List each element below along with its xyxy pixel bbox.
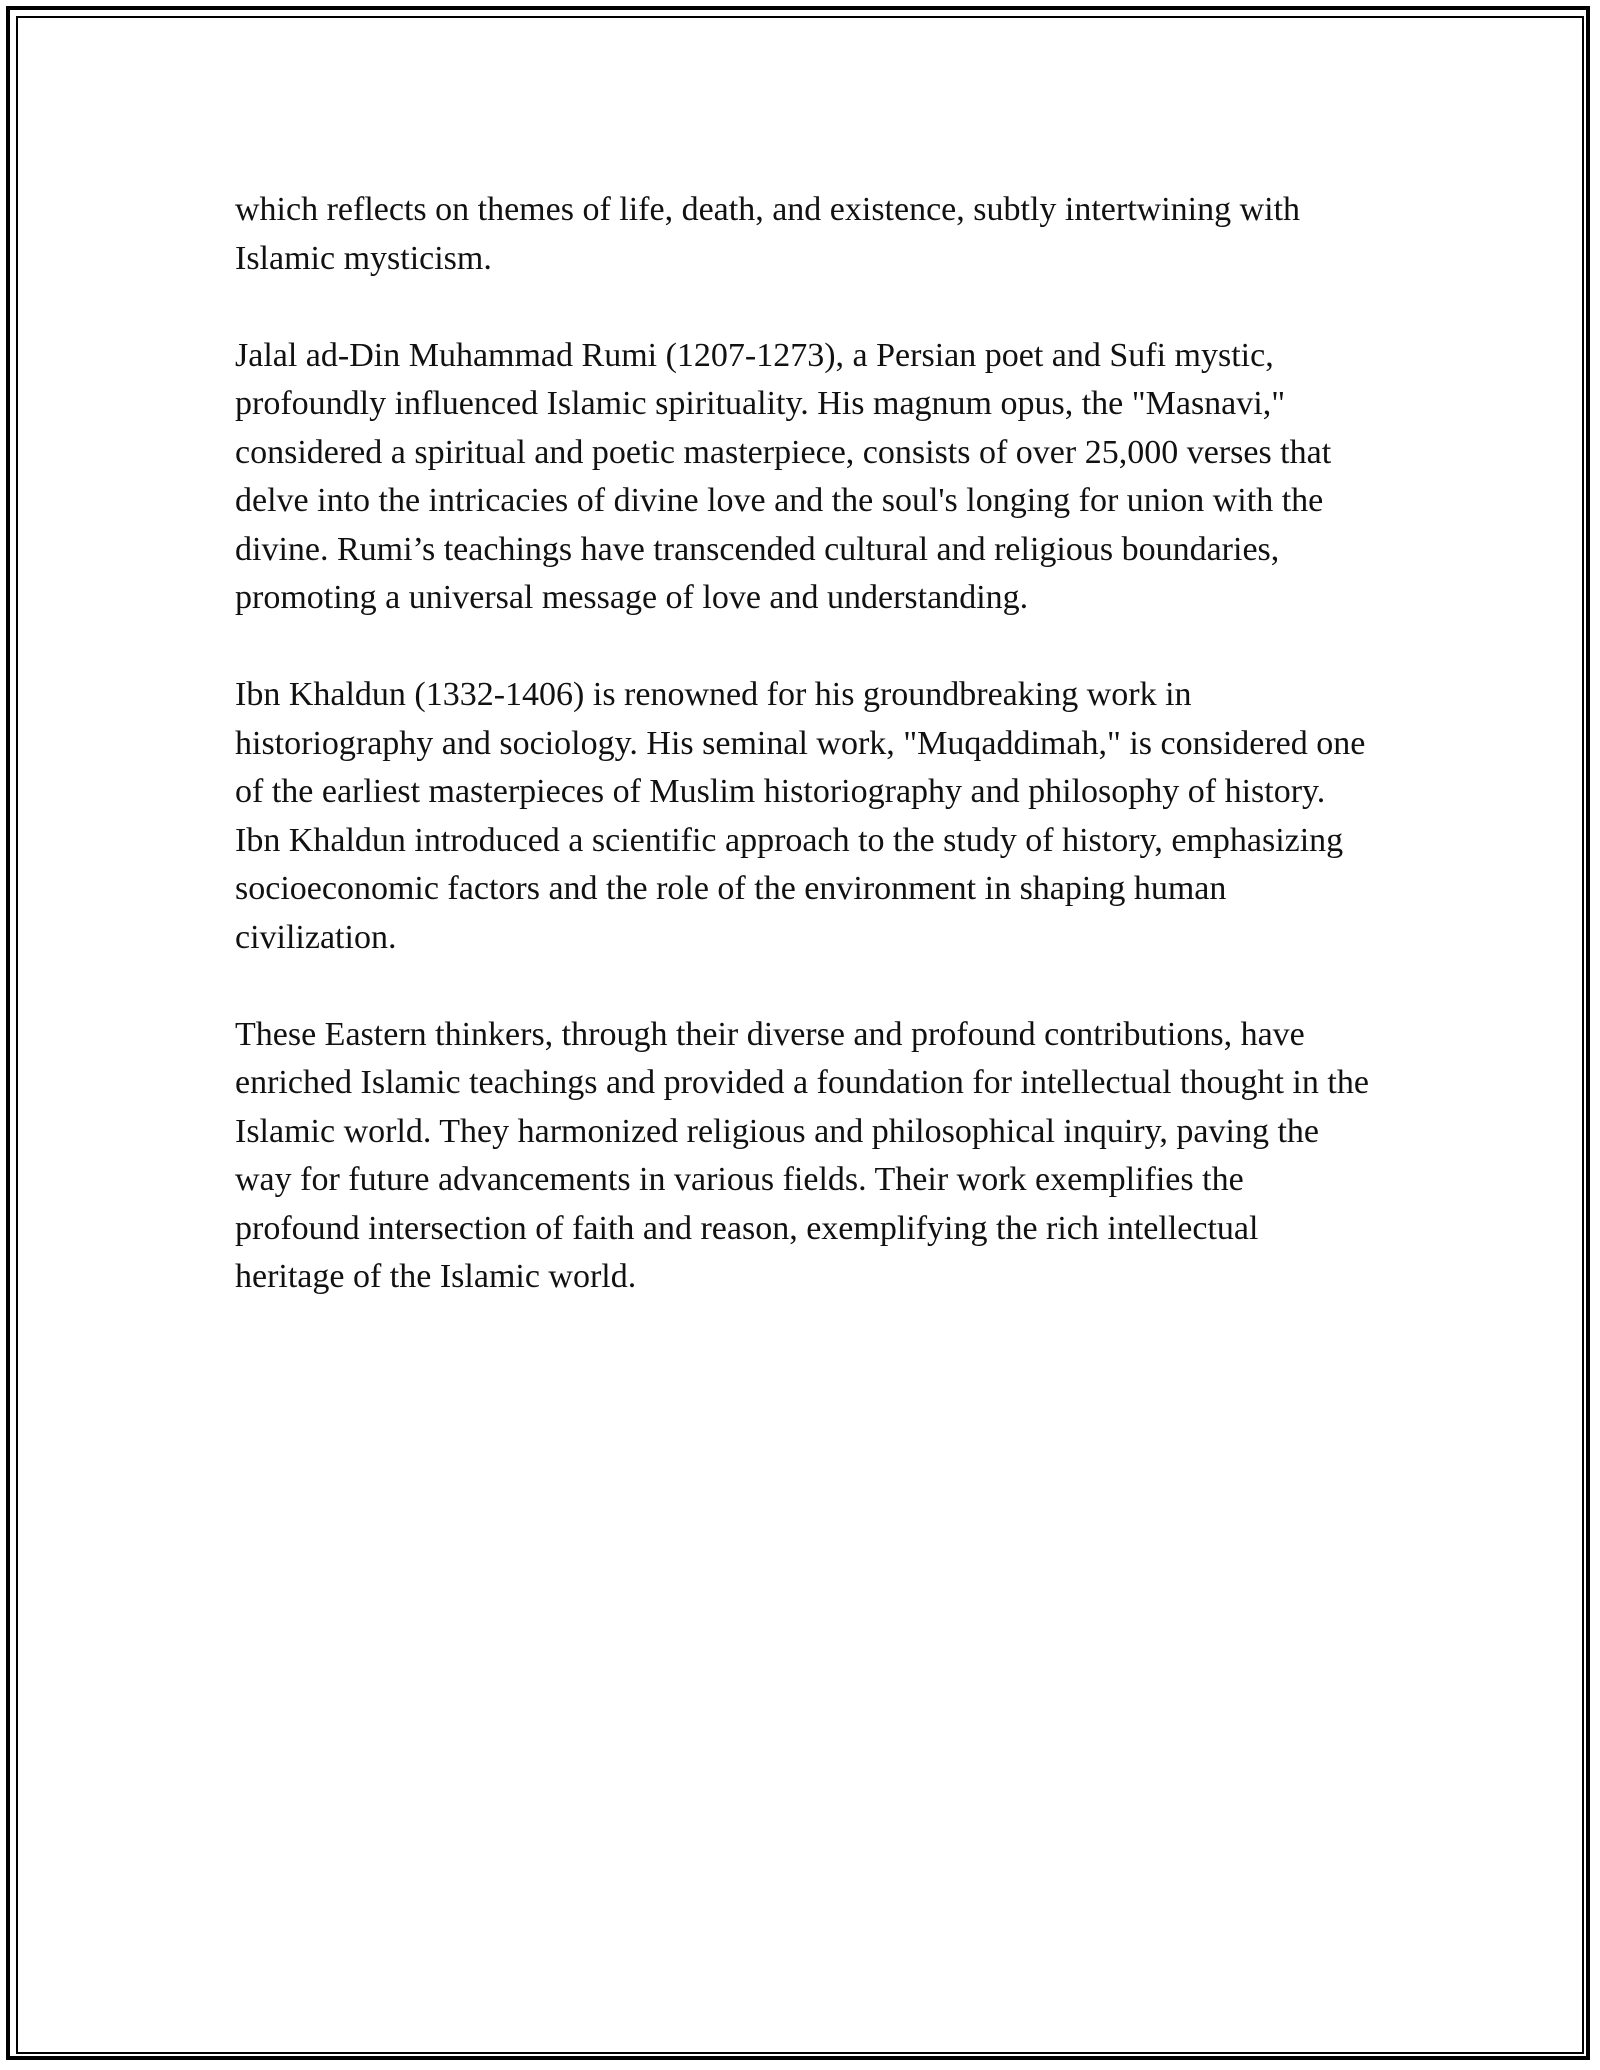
paragraph-rumi: Jalal ad-Din Muhammad Rumi (1207-1273), a Persian poet and Sufi mystic, profoundly influenced Islamic spirituality. His magnum opus, the "Masnavi," considered a spiritual and poetic masterpiece, consists of over 25,000 verses that delve into the intricacies of divine love and the soul's longing for union with the divine. Rumi’s teachings have transcended cultural and religious boundaries, promoting a universal message of love and understanding. <box>235 336 1332 616</box>
paragraph-continuation: which reflects on themes of life, death, and existence, subtly intertwining with Islamic mysticism. <box>235 191 1301 277</box>
document-body <box>235 186 1375 1350</box>
paragraph-conclusion: These Eastern thinkers, through their diverse and profound contributions, have enriched Islamic teachings and provided a foundation for intellectual thought in the Islamic world. They harmonized religious and philosophical inquiry, paving the way for future advancements in various fields. Their work exemplifies the profound intersection of faith and reason, exemplifying the rich intellectual heritage of the Islamic world. <box>235 1015 1369 1295</box>
paragraph-ibn-khaldun: Ibn Khaldun (1332-1406) is renowned for his groundbreaking work in historiography and sociology. His seminal work, "Muqaddimah," is considered one of the earliest masterpieces of Muslim historiography and philosophy of history. Ibn Khaldun introduced a scientific approach to the study of history, emphasizing socioeconomic factors and the role of the environment in shaping human civilization. <box>235 676 1366 956</box>
